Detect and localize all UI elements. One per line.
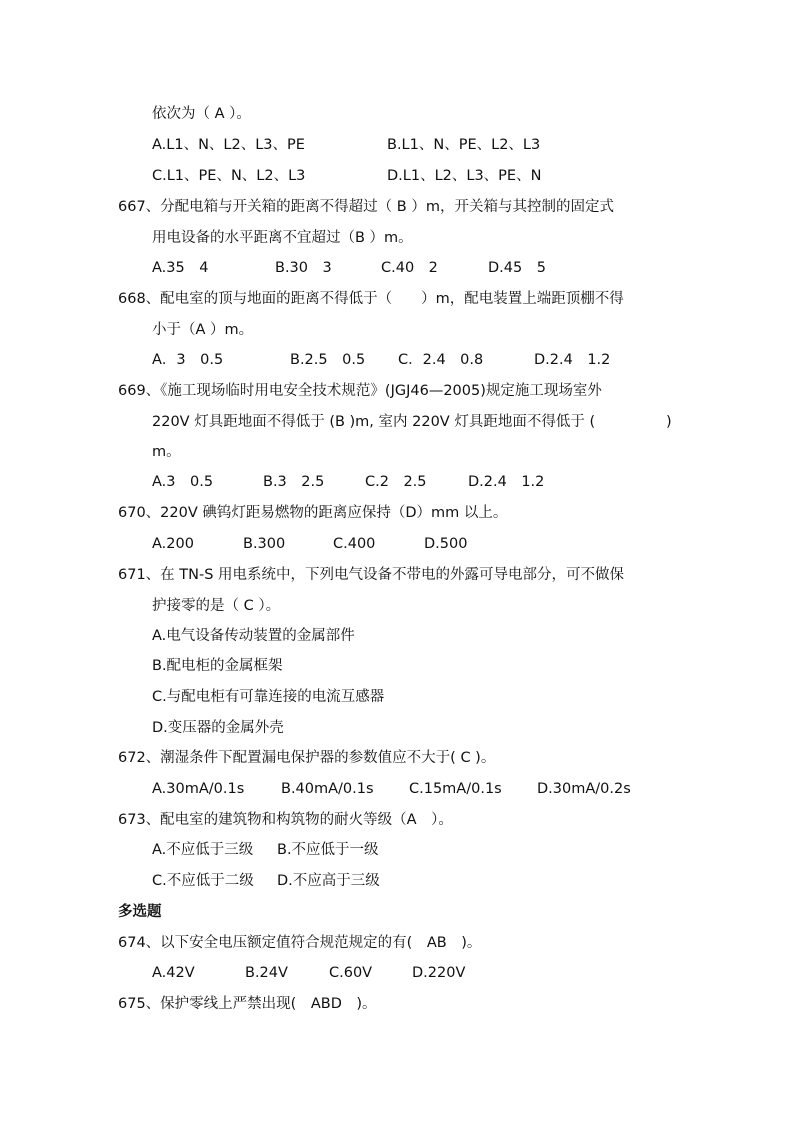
question-text: 依次为（ A ）。 (152, 106, 251, 122)
option-c: C.2 2.5 (365, 474, 427, 490)
option-c: C.40 2 (381, 260, 438, 276)
question-text-cont: 220V 灯具距地面不得低于 (B )m, 室内 220V 灯具距地面不得低于 ( (152, 414, 596, 430)
option-c: C.与配电柜有可靠连接的电流互感器 (152, 689, 385, 705)
option-d: D.2.4 1.2 (534, 352, 611, 368)
question-text: 668、配电室的顶与地面的距离不得低于（ ）m，配电装置上端距顶棚不得 (118, 291, 624, 307)
option-b: B.40mA/0.1s (281, 781, 374, 797)
question-text-cont: 小于（A ）m。 (152, 322, 254, 338)
option-d: D.不应高于三级 (277, 873, 380, 889)
option-b: B.24V (245, 965, 288, 981)
option-d: D.2.4 1.2 (468, 474, 545, 490)
blank-close: ) (666, 414, 672, 430)
option-b: B.配电柜的金属框架 (152, 658, 283, 674)
option-d: D.500 (424, 536, 468, 552)
option-a: A.3 0.5 (152, 474, 214, 490)
option-d: D.变压器的金属外壳 (152, 720, 284, 736)
option-a: A.不应低于三级 (152, 842, 254, 858)
question-text: 669、《施工现场临时用电安全技术规范》(JGJ46—2005)规定施工现场室外 (118, 383, 602, 399)
question-text: 671、在 TN-S 用电系统中，下列电气设备不带电的外露可导电部分，可不做保 (118, 567, 625, 583)
option-d: D.45 5 (488, 260, 546, 276)
option-a: A.35 4 (152, 260, 209, 276)
question-text: 673、配电室的建筑物和构筑物的耐火等级（A ）。 (118, 812, 453, 828)
option-a: A.L1、N、L2、L3、PE (152, 137, 305, 153)
option-c: C.15mA/0.1s (409, 781, 502, 797)
option-a: A．3 0.5 (152, 352, 224, 368)
option-b: B.30 3 (275, 260, 332, 276)
option-b: B.L1、N、PE、L2、L3 (387, 137, 541, 153)
option-b: B.3 2.5 (263, 474, 325, 490)
option-a: A.200 (152, 536, 194, 552)
option-b: B.不应低于一级 (277, 842, 379, 858)
option-a: A.电气设备传动装置的金属部件 (152, 628, 355, 644)
question-text: 672、潮湿条件下配置漏电保护器的参数值应不大于( C )。 (118, 750, 496, 766)
option-b: B.300 (243, 536, 286, 552)
question-text: 670、220V 碘钨灯距易燃物的距离应保持（D）mm 以上。 (118, 505, 508, 521)
question-text-cont: 护接零的是（ C ）。 (152, 598, 281, 614)
option-c: C.L1、PE、N、L2、L3 (152, 168, 306, 184)
option-d: D.L1、L2、L3、PE、N (387, 168, 542, 184)
option-c: C.60V (329, 965, 373, 981)
option-a: A.42V (152, 965, 195, 981)
option-d: D.30mA/0.2s (537, 781, 631, 797)
question-text: 674、以下安全电压额定值符合规范规定的有( AB )。 (118, 935, 482, 951)
option-c: C．2.4 0.8 (398, 352, 484, 368)
option-c: C.不应低于二级 (152, 873, 254, 889)
question-text: 675、保护零线上严禁出现( ABD )。 (118, 996, 377, 1012)
option-b: B.2.5 0.5 (290, 352, 366, 368)
question-text-cont: 用电设备的水平距离不宜超过（B ）m。 (152, 230, 413, 246)
option-a: A.30mA/0.1s (152, 781, 245, 797)
option-c: C.400 (333, 536, 376, 552)
question-text: 667、分配电箱与开关箱的距离不得超过（ B ）m，开关箱与其控制的固定式 (118, 199, 614, 215)
question-text-cont: m。 (152, 444, 181, 460)
section-heading: 多选题 (118, 904, 162, 920)
option-d: D.220V (412, 965, 466, 981)
